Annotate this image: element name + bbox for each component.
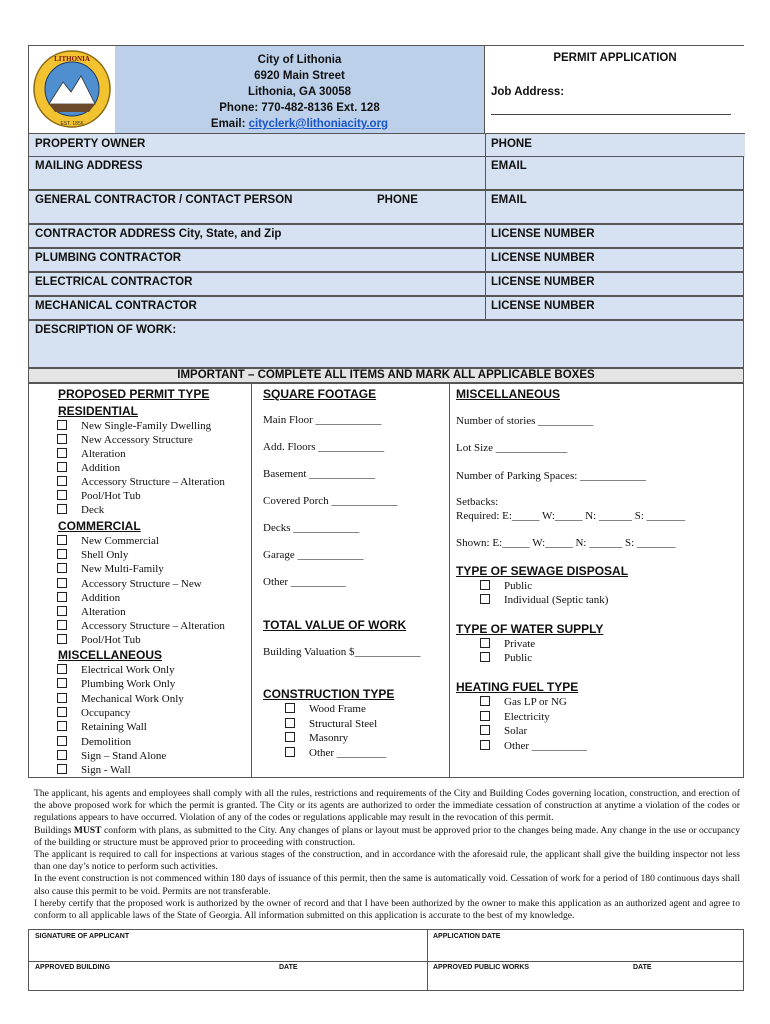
general-contractor-row[interactable] xyxy=(28,190,744,224)
miscellaneous-heading: MISCELLANEOUS xyxy=(456,387,561,401)
mechanical-contractor-row[interactable] xyxy=(28,296,744,320)
divider xyxy=(485,134,486,158)
checkbox[interactable] xyxy=(57,606,67,616)
checkbox[interactable] xyxy=(57,664,67,674)
license-number-label: LICENSE NUMBER xyxy=(491,252,595,264)
square-footage-heading: SQUARE FOOTAGE xyxy=(263,387,377,401)
checkbox[interactable] xyxy=(57,490,67,500)
misc-permit-heading: MISCELLANEOUS xyxy=(58,648,163,662)
setbacks-label: Setbacks: xyxy=(456,496,499,508)
heating-fuel-heading: HEATING FUEL TYPE xyxy=(456,680,579,694)
checkbox-label: Gas LP or NG xyxy=(504,696,567,708)
permit-title: PERMIT APPLICATION xyxy=(553,52,677,64)
terms-paragraph: In the event construction is not commenced within 180 days of issuance of this permit, then the same is automatically void. Cessation of work for a period of 180 continuous days shall also cause this permit to be void. Permits are not transferable. xyxy=(34,873,740,897)
city-state-zip: Lithonia, GA 30058 xyxy=(247,86,352,98)
city-name: City of Lithonia xyxy=(257,54,342,66)
email-label: EMAIL xyxy=(491,160,527,172)
checkbox-label: New Single-Family Dwelling xyxy=(81,420,212,432)
checkbox-label: Shell Only xyxy=(81,549,129,562)
checkbox-item[interactable] xyxy=(57,490,141,502)
checkbox-item[interactable] xyxy=(480,740,587,752)
must-emphasis: MUST xyxy=(73,824,102,836)
checkbox[interactable] xyxy=(57,504,67,514)
checkbox-item[interactable] xyxy=(57,721,147,733)
checkbox-item[interactable] xyxy=(57,549,128,561)
important-banner: IMPORTANT – COMPLETE ALL ITEMS AND MARK ALL APPLICABLE BOXES xyxy=(28,368,744,383)
checkbox[interactable] xyxy=(480,696,490,706)
parking-spaces-field[interactable]: Number of Parking Spaces: ____________ xyxy=(456,470,647,482)
application-date-field[interactable]: APPLICATION DATE xyxy=(433,933,501,940)
license-number-label: LICENSE NUMBER xyxy=(491,300,595,312)
water-supply-heading: TYPE OF WATER SUPPLY xyxy=(456,622,604,636)
checkbox-label: Occupancy xyxy=(81,706,131,719)
signature-box xyxy=(28,929,744,991)
checkbox-label: Private xyxy=(504,638,536,650)
street-address: 6920 Main Street xyxy=(254,70,345,82)
mailing-address-label: MAILING ADDRESS xyxy=(35,160,143,172)
checkbox[interactable] xyxy=(57,707,67,717)
checkbox[interactable] xyxy=(57,634,67,644)
electrical-contractor-row[interactable] xyxy=(28,272,744,296)
checkbox-item[interactable] xyxy=(57,606,126,618)
license-number-label: LICENSE NUMBER xyxy=(491,276,595,288)
svg-text:EST. 1856: EST. 1856 xyxy=(60,121,84,127)
checkbox-item[interactable] xyxy=(57,707,130,719)
square-footage-field[interactable]: Basement ____________ xyxy=(263,468,376,480)
square-footage-field[interactable]: Decks ____________ xyxy=(263,522,360,534)
checkbox-label: Accessory Structure – Alteration xyxy=(81,476,225,488)
checkbox-label: Wood Frame xyxy=(309,703,366,715)
contractor-address-row[interactable] xyxy=(28,224,744,248)
column-divider xyxy=(251,384,252,777)
checkbox-label: Solar xyxy=(504,725,528,737)
checkbox-label: Plumbing Work Only xyxy=(81,678,176,691)
checkbox-item[interactable] xyxy=(57,578,202,590)
gc-phone-label: PHONE xyxy=(377,194,418,206)
checkbox-label: Public xyxy=(504,580,533,592)
checkbox-label: Mechanical Work Only xyxy=(81,692,184,705)
checkbox-item[interactable] xyxy=(57,462,120,474)
checkbox-label: Addition xyxy=(81,462,121,474)
form-header xyxy=(28,45,744,157)
checkbox-item[interactable] xyxy=(57,476,225,488)
column-divider xyxy=(449,384,450,777)
license-number-label: LICENSE NUMBER xyxy=(491,228,595,240)
checkbox-item[interactable] xyxy=(57,678,175,690)
divider xyxy=(485,191,486,223)
checkbox[interactable] xyxy=(57,620,67,630)
checkbox[interactable] xyxy=(57,764,67,774)
setbacks-shown-field[interactable]: Shown: E:_____ W:_____ N: ______ S: _______ xyxy=(456,537,676,549)
terms-paragraph: The applicant, his agents and employees shall comply with all the rules, restrictions and requirements of the City and Building Codes governing location, construction, and erection of the above proposed work for which the permit is granted. The City or its agents are authorized to order the immediate cessation of construction at anytime a violation of the codes or regulations appears to have occurred. Violation of any of the codes or regulations applicable may result in the revocation of this permit. xyxy=(34,788,740,824)
checkbox-label: Deck xyxy=(81,504,105,516)
logo-cell xyxy=(29,46,116,133)
building-valuation-field[interactable]: Building Valuation $____________ xyxy=(263,646,421,658)
divider xyxy=(485,249,486,271)
electrical-contractor-label: ELECTRICAL CONTRACTOR xyxy=(35,276,193,288)
checkbox-item[interactable] xyxy=(480,696,567,708)
email-line xyxy=(115,116,484,132)
checkbox[interactable] xyxy=(57,678,67,688)
checkbox-item[interactable] xyxy=(285,732,348,744)
checkbox-item[interactable] xyxy=(57,592,120,604)
checkbox-label: Individual (Septic tank) xyxy=(504,594,609,606)
checkbox-label: New Accessory Structure xyxy=(81,434,193,446)
checkbox[interactable] xyxy=(57,578,67,588)
description-label: DESCRIPTION OF WORK: xyxy=(35,324,177,336)
checkbox[interactable] xyxy=(57,420,67,430)
city-seal-logo xyxy=(29,46,115,133)
checkbox-item[interactable] xyxy=(57,420,211,432)
checkbox-item[interactable] xyxy=(480,711,550,723)
square-footage-field[interactable]: Garage ____________ xyxy=(263,549,364,561)
checkbox-item[interactable] xyxy=(57,750,166,762)
terms-text xyxy=(34,788,740,922)
terms-paragraph: The applicant is required to call for inspections at various stages of the construction, and in accordance with the aforesaid rule, the applicant shall give the building inspector not less than one day’s notice to perform such activities. xyxy=(34,849,740,873)
checkbox-item[interactable] xyxy=(57,563,164,575)
checkbox[interactable] xyxy=(480,580,490,590)
property-owner-label: PROPERTY OWNER xyxy=(35,138,146,150)
checkbox-label: Alteration xyxy=(81,606,126,618)
phone-number: Phone: 770-482-8136 Ext. 128 xyxy=(219,102,380,114)
plumbing-contractor-label: PLUMBING CONTRACTOR xyxy=(35,252,182,264)
checkbox-item[interactable] xyxy=(57,504,104,516)
checkbox-label: Alteration xyxy=(81,448,126,460)
checkbox-label: Pool/Hot Tub xyxy=(81,634,141,647)
checkbox[interactable] xyxy=(57,693,67,703)
checkbox-label: New Commercial xyxy=(81,535,159,547)
checkbox-item[interactable] xyxy=(57,634,141,646)
checkbox-label: Structural Steel xyxy=(309,717,378,730)
square-footage-field[interactable]: Main Floor ____________ xyxy=(263,414,382,426)
sewage-heading: TYPE OF SEWAGE DISPOSAL xyxy=(456,564,629,578)
checkbox-item[interactable] xyxy=(57,664,175,676)
checkbox[interactable] xyxy=(57,736,67,746)
checkbox[interactable] xyxy=(285,718,295,728)
square-footage-field[interactable]: Other __________ xyxy=(263,576,346,588)
checkbox-item[interactable] xyxy=(285,747,386,759)
email-label: Email: xyxy=(210,118,246,130)
stories-field[interactable]: Number of stories __________ xyxy=(456,415,594,427)
commercial-heading: COMMERCIAL xyxy=(58,519,141,533)
square-footage-field[interactable]: Add. Floors ____________ xyxy=(263,441,385,453)
checkbox-label: Electricity xyxy=(504,710,550,723)
approved-public-works-date-field[interactable]: DATE xyxy=(633,964,652,971)
checkbox[interactable] xyxy=(57,750,67,760)
checkbox-label: Pool/Hot Tub xyxy=(81,490,141,502)
checkbox-label: Sign - Wall xyxy=(81,764,131,777)
mailing-address-row[interactable] xyxy=(28,156,744,190)
property-owner-row[interactable] xyxy=(29,133,745,158)
checkbox-label: Demolition xyxy=(81,735,132,748)
checkbox[interactable] xyxy=(285,732,295,742)
checkbox-item[interactable] xyxy=(480,652,532,664)
divider xyxy=(485,273,486,295)
checkbox-label: Electrical Work Only xyxy=(81,664,175,676)
checkbox[interactable] xyxy=(285,747,295,757)
job-address-field[interactable] xyxy=(491,114,731,115)
lot-size-field[interactable]: Lot Size _____________ xyxy=(456,442,568,454)
checkbox-item[interactable] xyxy=(480,638,535,650)
checkbox-label: Addition xyxy=(81,591,121,604)
checkbox-label: Accessory Structure – Alteration xyxy=(81,620,225,633)
checkbox-label: Public xyxy=(504,652,533,664)
checkbox-item[interactable] xyxy=(480,725,527,737)
mechanical-contractor-label: MECHANICAL CONTRACTOR xyxy=(35,300,197,312)
checkbox-item[interactable] xyxy=(57,535,159,547)
checkbox-item[interactable] xyxy=(480,594,608,606)
checkbox[interactable] xyxy=(57,448,67,458)
construction-type-heading: CONSTRUCTION TYPE xyxy=(263,687,395,701)
approved-building-date-field[interactable]: DATE xyxy=(279,964,298,971)
checkbox-item[interactable] xyxy=(57,736,131,748)
plumbing-contractor-row[interactable] xyxy=(28,248,744,272)
checkbox[interactable] xyxy=(57,563,67,573)
checkbox-item[interactable] xyxy=(57,434,193,446)
checkbox-item[interactable] xyxy=(285,718,377,730)
checkbox-label: Accessory Structure – New xyxy=(81,577,202,590)
signature-applicant-field[interactable]: SIGNATURE OF APPLICANT xyxy=(35,933,130,940)
city-address-block xyxy=(115,46,485,133)
checkbox[interactable] xyxy=(57,535,67,545)
checkbox[interactable] xyxy=(285,703,295,713)
checkbox[interactable] xyxy=(480,652,490,662)
approved-building-field[interactable]: APPROVED BUILDING xyxy=(35,964,111,971)
square-footage-field[interactable]: Covered Porch ____________ xyxy=(263,495,398,507)
checkbox[interactable] xyxy=(57,721,67,731)
checkbox[interactable] xyxy=(57,549,67,559)
permit-cell xyxy=(485,46,745,133)
checkbox[interactable] xyxy=(57,592,67,602)
checkbox[interactable] xyxy=(57,476,67,486)
checkbox[interactable] xyxy=(480,638,490,648)
checkbox[interactable] xyxy=(480,594,490,604)
divider xyxy=(29,961,743,962)
divider xyxy=(485,297,486,319)
checkbox[interactable] xyxy=(480,740,490,750)
checkbox-item[interactable] xyxy=(480,580,532,592)
checkbox-label: Sign – Stand Alone xyxy=(81,749,167,762)
svg-text:LITHONIA: LITHONIA xyxy=(54,55,90,63)
general-contractor-label: GENERAL CONTRACTOR / CONTACT PERSON xyxy=(35,194,293,206)
checkbox-label: Other __________ xyxy=(504,739,587,752)
checkbox[interactable] xyxy=(57,462,67,472)
setbacks-required-field[interactable]: Required: E:_____ W:_____ N: ______ S: _______ xyxy=(456,510,686,522)
contractor-address-label: CONTRACTOR ADDRESS City, State, and Zip xyxy=(35,228,282,240)
phone-label: PHONE xyxy=(491,138,532,150)
checkbox-item[interactable] xyxy=(57,764,131,776)
checkbox-label: Masonry xyxy=(309,732,349,744)
checkbox[interactable] xyxy=(480,711,490,721)
divider xyxy=(427,930,428,990)
residential-heading: RESIDENTIAL xyxy=(58,404,139,418)
checkbox-label: New Multi-Family xyxy=(81,563,164,576)
approved-public-works-field[interactable]: APPROVED PUBLIC WORKS xyxy=(433,964,530,971)
checkbox-item[interactable] xyxy=(57,693,184,705)
job-address-label: Job Address: xyxy=(491,86,565,98)
checkbox[interactable] xyxy=(480,725,490,735)
divider xyxy=(485,225,486,247)
divider xyxy=(485,157,486,189)
terms-paragraph: I hereby certify that the proposed work is authorized by the owner of record and that I have been authorized by the owner to make this application as an authorized agent and agree to conform to all applicable laws of the State of Georgia. All information submitted on this application is accurate to the best of my knowledge. xyxy=(34,897,740,922)
total-value-heading: TOTAL VALUE OF WORK xyxy=(263,618,407,632)
checkbox-label: Retaining Wall xyxy=(81,721,147,734)
permit-details-grid xyxy=(28,383,744,778)
checkbox[interactable] xyxy=(57,434,67,444)
checkbox-item[interactable] xyxy=(57,448,126,460)
description-row[interactable] xyxy=(28,320,744,368)
checkbox-label: Other _________ xyxy=(309,746,387,759)
email-link[interactable]: cityclerk@lithoniacity.org xyxy=(248,118,389,130)
checkbox-item[interactable] xyxy=(285,703,366,715)
checkbox-item[interactable] xyxy=(57,620,225,632)
proposed-permit-type-heading: PROPOSED PERMIT TYPE xyxy=(58,387,210,401)
terms-paragraph: Buildings MUST conform with plans, as submitted to the City. Any changes of plans or layout must be approved prior to the changes being made. Any change in the use or occupancy of the building or structure must be approved prior to proceeding with construction. xyxy=(34,824,740,848)
gc-email-label: EMAIL xyxy=(491,194,527,206)
